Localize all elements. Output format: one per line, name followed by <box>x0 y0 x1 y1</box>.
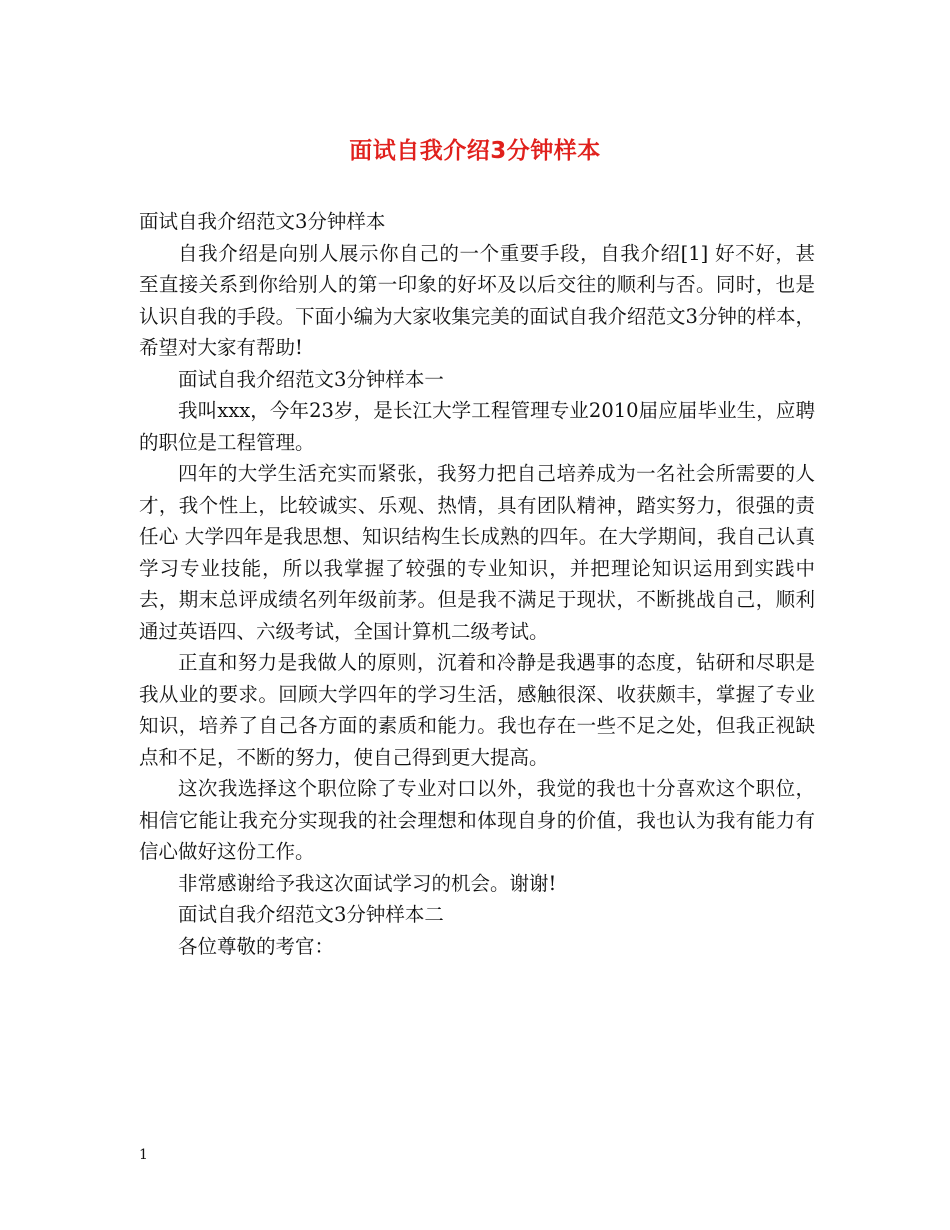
section-heading: 面试自我介绍范文3分钟样本 <box>139 210 386 233</box>
body-paragraph: 四年的大学生活充实而紧张，我努力把自己培养成为一名社会所需要的人才，我个性上，比较诚实、乐观、热情，具有团队精神，踏实努力，很强的责任心 大学四年是我思想、知识结构生长成熟的四年。在大学期间，我自己认真学习专业技能，所以我掌握了较强的专业知识，并把理论知识运用到实践中去，期末总评成绩名列年级前茅。但是我不满足于现状，不断挑战自己，顺利通过英语四、六级考试，全国计算机二级考试。 <box>139 462 815 643</box>
page-number: 1 <box>139 1147 148 1163</box>
greeting-paragraph: 各位尊敬的考官： <box>178 934 335 958</box>
sample-one-heading: 面试自我介绍范文3分钟样本一 <box>178 367 444 391</box>
body-paragraph: 我叫xxx，今年23岁，是长江大学工程管理专业2010届应届毕业生，应聘的职位是工程管理。 <box>139 399 815 454</box>
body-paragraph: 这次我选择这个职位除了专业对口以外，我觉的我也十分喜欢这个职位，相信它能让我充分实现我的社会理想和体现自身的价值，我也认为我有能力有信心做好这份工作。 <box>139 777 815 863</box>
intro-paragraph: 自我介绍是向别人展示你自己的一个重要手段，自我介绍[1] 好不好，甚至直接关系到你给别人的第一印象的好坏及以后交往的顺利与否。同时，也是认识自我的手段。下面小编为大家收集完美的面试自我介绍范文3分钟的样本，希望对大家有帮助! <box>139 241 815 359</box>
sample-two-heading: 面试自我介绍范文3分钟样本二 <box>178 903 444 926</box>
document-body <box>139 206 815 962</box>
body-paragraph: 正直和努力是我做人的原则，沉着和冷静是我遇事的态度，钻研和尽职是我从业的要求。回顾大学四年的学习生活，感触很深、收获颇丰，掌握了专业知识，培养了自己各方面的素质和能力。我也存在一些不足之处，但我正视缺点和不足，不断的努力，使自己得到更大提高。 <box>139 651 815 769</box>
document-title: 面试自我介绍3分钟样本 <box>349 138 601 164</box>
thanks-paragraph: 非常感谢给予我这次面试学习的机会。谢谢! <box>178 871 557 895</box>
